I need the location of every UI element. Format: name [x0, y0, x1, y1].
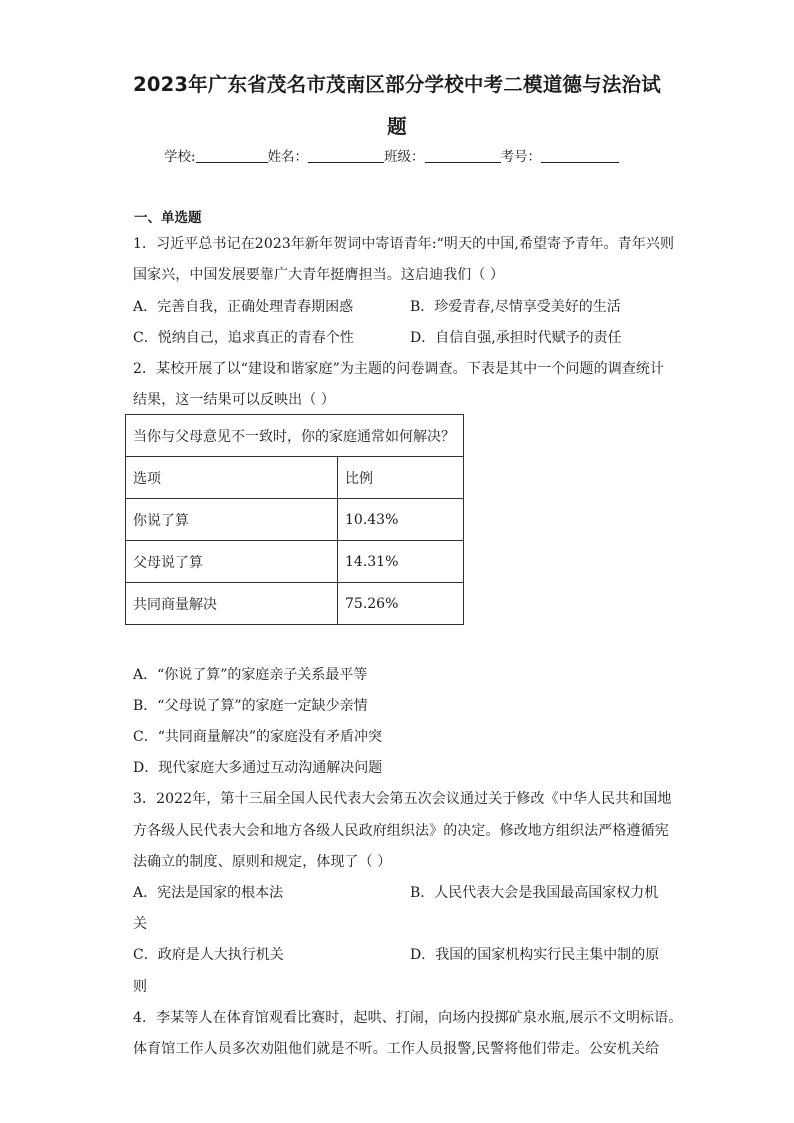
q3-option-c[interactable]: C．政府是人大执行机关 [133, 947, 284, 963]
q3-stem-line2: 方各级人民代表大会和地方各级人民政府组织法》的决定。修改地方组织法严格遵循宪 [133, 823, 669, 839]
table-cell: 75.26% [338, 583, 464, 625]
survey-table [125, 414, 464, 625]
q1-option-a[interactable]: A．完善自我，正确处理青春期困惑 [133, 299, 354, 315]
table-cell: 共同商量解决 [126, 583, 338, 625]
table-row [126, 499, 464, 541]
school-field[interactable] [196, 148, 268, 163]
table-cell: 10.43% [338, 499, 464, 541]
exam-title-line1: 2023年广东省茂名市茂南区部分学校中考二模道德与法治试 [133, 73, 661, 96]
class-label: 班级： [384, 149, 425, 165]
table-cell: 父母说了算 [126, 541, 338, 583]
section-heading: 一、单选题 [134, 210, 202, 226]
table-cell: 你说了算 [126, 499, 338, 541]
q4-stem-line1: 4．李某等人在体育馆观看比赛时，起哄、打闹，向场内投掷矿泉水瓶,展示不文明标语。 [133, 1010, 683, 1026]
table-question: 当你与父母意见不一致时，你的家庭通常如何解决？ [126, 415, 464, 457]
q3-option-a[interactable]: A．宪法是国家的根本法 [133, 885, 284, 901]
q2-stem-line1: 2．某校开展了以“建设和谐家庭”为主题的问卷调查。下表是其中一个问题的调查统计 [133, 361, 665, 377]
exam-title-line2: 题 [387, 115, 407, 138]
q3-stem-line3: 法确立的制度、原则和规定，体现了（ ） [133, 854, 392, 870]
table-header-ratio: 比例 [338, 457, 464, 499]
q3-option-b[interactable]: B．人民代表大会是我国最高国家权力机 [410, 885, 659, 901]
q3-option-d-continued: 则 [133, 979, 147, 995]
q1-option-c[interactable]: C．悦纳自己，追求真正的青春个性 [133, 330, 354, 346]
class-field[interactable] [425, 148, 501, 163]
number-field[interactable] [541, 148, 619, 163]
table-cell: 14.31% [338, 541, 464, 583]
q2-option-d[interactable]: D．现代家庭大多通过互动沟通解决问题 [133, 760, 383, 776]
table-row [126, 541, 464, 583]
name-label: 姓名： [267, 149, 309, 165]
q2-option-c[interactable]: C．“共同商量解决”的家庭没有矛盾冲突 [133, 729, 383, 745]
name-field[interactable] [308, 148, 384, 163]
q2-option-a[interactable]: A．“你说了算”的家庭亲子关系最平等 [133, 667, 368, 683]
number-label: 考号： [500, 149, 542, 165]
q4-stem-line2: 体育馆工作人员多次劝阻他们就是不听。工作人员报警,民警将他们带走。公安机关给 [133, 1041, 660, 1057]
q2-stem-line2: 结果，这一结果可以反映出（ ） [133, 392, 335, 408]
q1-stem-line1: 1．习近平总书记在2023年新年贺词中寄语青年:“明天的中国,希望寄予青年。青年兴则 [133, 236, 675, 252]
school-label: 学校: [164, 149, 196, 165]
q3-option-b-continued: 关 [133, 916, 147, 932]
q1-option-d[interactable]: D．自信自强,承担时代赋予的责任 [410, 330, 622, 346]
q3-stem-line1: 3．2022年，第十三届全国人民代表大会第五次会议通过关于修改《中华人民共和国地 [133, 791, 672, 807]
q1-stem-line2: 国家兴，中国发展要靠广大青年挺膺担当。这启迪我们（ ） [133, 267, 505, 283]
table-row [126, 415, 464, 457]
table-row [126, 583, 464, 625]
q2-option-b[interactable]: B．“父母说了算”的家庭一定缺少亲情 [133, 698, 368, 714]
table-header-option: 选项 [126, 457, 338, 499]
q3-option-d[interactable]: D．我国的国家机构实行民主集中制的原 [410, 947, 660, 963]
table-row [126, 457, 464, 499]
student-info [164, 145, 619, 165]
q1-option-b[interactable]: B．珍爱青春,尽情享受美好的生活 [410, 299, 621, 315]
